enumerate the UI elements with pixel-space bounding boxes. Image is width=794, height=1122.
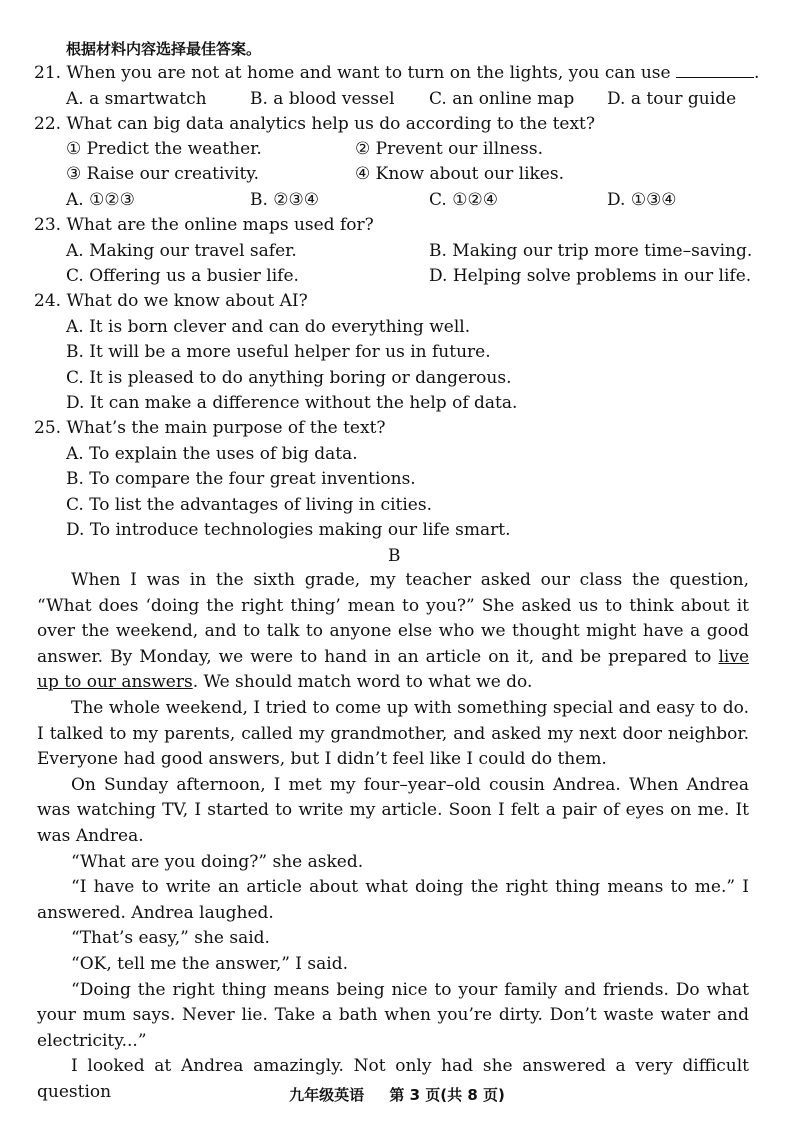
option-a: A. ①②③ bbox=[66, 190, 135, 210]
option-d: D. ①③④ bbox=[607, 190, 677, 210]
footer-subject: 九年级英语 bbox=[289, 1086, 365, 1104]
answer-blank bbox=[676, 62, 754, 78]
question-24-option-a: A. It is born clever and can do everything well. bbox=[66, 317, 471, 337]
instruction: 根据材料内容选择最佳答案。 bbox=[66, 40, 262, 58]
option-d: D. a tour guide bbox=[607, 89, 737, 109]
item-1: ① Predict the weather. bbox=[66, 139, 262, 159]
item-2: ② Prevent our illness. bbox=[355, 139, 544, 159]
question-23-number: 23. bbox=[34, 215, 62, 235]
option-a: A. Making our travel safer. bbox=[66, 241, 297, 261]
paragraph-1 bbox=[37, 568, 749, 696]
question-24-text: What do we know about AI? bbox=[66, 291, 308, 311]
question-24-option-c: C. It is pleased to do anything boring or dangerous. bbox=[66, 368, 512, 388]
question-22-text: What can big data analytics help us do according to the text? bbox=[66, 114, 595, 134]
paragraph-2: The whole weekend, I tried to come up with something special and easy to do. I talked to my parents, called my grandmother, and asked my next door neighbor. Everyone had good answers, but I didn’t feel like I could do them. bbox=[37, 697, 749, 770]
paragraph-5: “I have to write an article about what doing the right thing means to me.” I answered. Andrea laughed. bbox=[37, 877, 749, 923]
section-heading: B bbox=[388, 546, 401, 566]
question-21-text: When you are not at home and want to turn on the lights, you can use bbox=[66, 63, 671, 83]
question-25-option-c: C. To list the advantages of living in cities. bbox=[66, 495, 432, 515]
footer-page-number: 第 3 页(共 8 页) bbox=[389, 1086, 505, 1104]
paragraph-7: “OK, tell me the answer,” I said. bbox=[71, 953, 349, 974]
question-22-items-row1 bbox=[0, 138, 794, 160]
paragraph-6: “That’s easy,” she said. bbox=[71, 928, 270, 949]
question-25-option-a: A. To explain the uses of big data. bbox=[66, 444, 358, 464]
question-23-options-row1 bbox=[0, 240, 794, 262]
question-22-number: 22. bbox=[34, 114, 62, 134]
page-footer bbox=[0, 1084, 794, 1105]
option-b: B. a blood vessel bbox=[250, 89, 395, 109]
paragraph-1-text: When I was in the sixth grade, my teacher asked our class the question, “What does ‘doing the right thing’ mean to you?” She asked us to think about it over the weekend, and to talk to anyone else who we thought might have a good answer. By Monday, we were to hand in an article on it, and be prepared to bbox=[37, 570, 749, 667]
question-22-stem bbox=[34, 113, 595, 135]
question-25-option-b: B. To compare the four great inventions. bbox=[66, 469, 416, 489]
underlined-phrase: live up to our answers bbox=[37, 646, 750, 693]
question-21-stem bbox=[34, 62, 759, 84]
question-21-period: . bbox=[753, 63, 760, 83]
question-25-number: 25. bbox=[34, 418, 62, 438]
option-c: C. ①②④ bbox=[429, 190, 498, 210]
option-b: B. Making our trip more time–saving. bbox=[429, 241, 753, 261]
option-a: A. a smartwatch bbox=[66, 89, 207, 109]
question-23-stem bbox=[34, 214, 374, 236]
question-22-options bbox=[0, 189, 794, 211]
question-23-options-row2 bbox=[0, 265, 794, 287]
question-21-options bbox=[0, 88, 794, 110]
item-3: ③ Raise our creativity. bbox=[66, 164, 260, 184]
paragraph-1-end: . We should match word to what we do. bbox=[192, 672, 533, 693]
option-d: D. Helping solve problems in our life. bbox=[429, 266, 752, 286]
question-24-stem bbox=[34, 290, 308, 312]
question-22-items-row2 bbox=[0, 163, 794, 185]
option-b: B. ②③④ bbox=[250, 190, 320, 210]
paragraph-8: “Doing the right thing means being nice to your family and friends. Do what your mum says. Never lie. Take a bath when you’re dirty. Don’t waste water and electricity...” bbox=[37, 979, 749, 1051]
question-25-option-d: D. To introduce technologies making our life smart. bbox=[66, 520, 511, 540]
option-c: C. Offering us a busier life. bbox=[66, 266, 299, 286]
paragraph-3: On Sunday afternoon, I met my four–year–old cousin Andrea. When Andrea was watching TV, I started to write my article. Soon I felt a pair of eyes on me. It was Andrea. bbox=[37, 774, 749, 846]
option-c: C. an online map bbox=[429, 89, 575, 109]
paragraph-9: I looked at Andrea amazingly. Not only had she answered a very difficult question bbox=[37, 1056, 749, 1102]
question-21-number: 21. bbox=[34, 63, 62, 83]
item-4: ④ Know about our likes. bbox=[355, 164, 564, 184]
question-24-option-d: D. It can make a difference without the help of data. bbox=[66, 393, 518, 413]
paragraph-4: “What are you doing?” she asked. bbox=[71, 851, 364, 872]
question-24-number: 24. bbox=[34, 291, 62, 311]
question-23-text: What are the online maps used for? bbox=[66, 215, 374, 235]
question-24-option-b: B. It will be a more useful helper for us in future. bbox=[66, 342, 491, 362]
question-25-text: What’s the main purpose of the text? bbox=[66, 418, 386, 438]
question-25-stem bbox=[34, 417, 386, 439]
passage-b bbox=[37, 568, 749, 1105]
